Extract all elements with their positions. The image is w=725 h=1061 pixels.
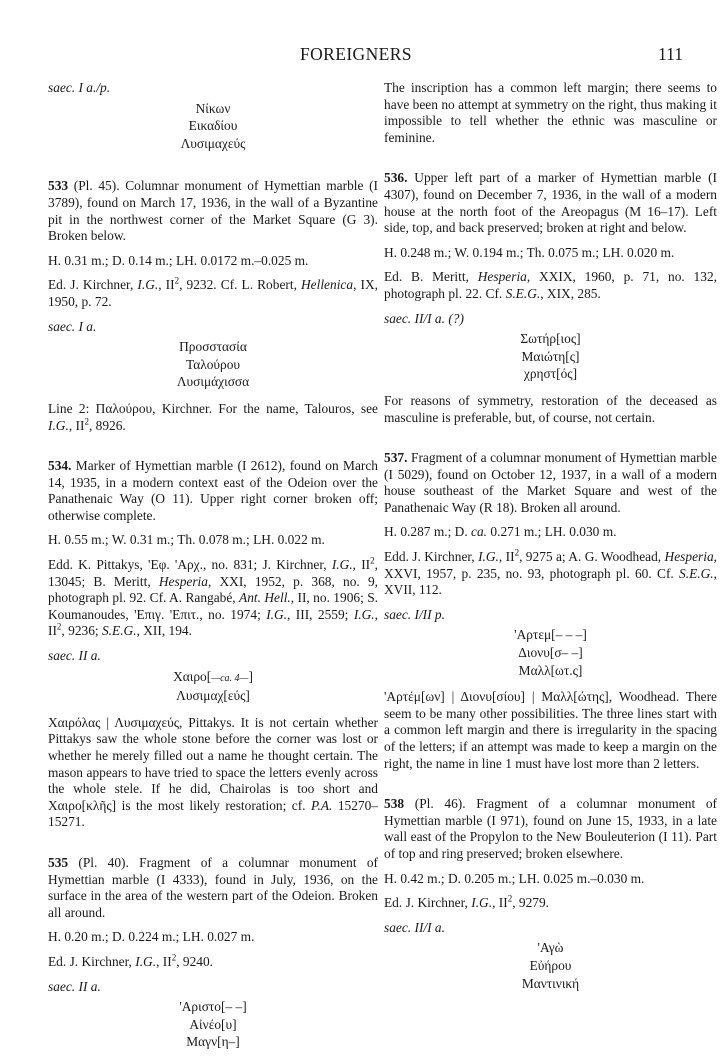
entry-534-dimensions: H. 0.55 m.; W. 0.31 m.; Th. 0.078 m.; LH. 0.022 m. [48,532,325,548]
inscription-line: Μαλλ[ωτ.ς] [518,662,583,678]
running-header [0,44,725,68]
entry-538-description: 538 (Pl. 46). Fragment of a columnar monument of Hymettian marble (I 971), found on June 15, 1933, in a late wall east of the Propylon to the New Bouleuterion (I 11). Part of top and ring preserved; broken elsewhere. [384,796,717,861]
inscription-line: Νίκων [195,100,231,116]
entry-533-editions: Ed. J. Kirchner, I.G., $II^2$, 9232. Cf. L. Robert, Hellenica, IX, 1950, p. 72. [48,275,378,309]
entry-534-commentary: Χαιρόλας | Λυσιμαχεύς, Pittakys. It is not certain whether Pittakys saw the whole stone before the corner was lost or whether he merely filled out a name he thought certain. The mason appears to have tried to space the letters evenly across the whole stele. If he did, Chairolas is too short and Χαιρο[κλῆς] is the most likely restoration; cf. P.A. 15270–15271. [48,714,378,830]
entry-538-editions: Ed. J. Kirchner, I.G., $II^2$, 9279. [384,893,550,911]
inscription-line: Εὐήρου [529,957,572,973]
entry-538-dimensions: H. 0.42 m.; D. 0.205 m.; LH. 0.025 m.–0.030 m. [384,870,645,886]
inscription-line: Ταλούρου [185,356,241,372]
inscription-line: Μαντινική [521,975,580,991]
entry-534-date: saec. II a. [48,648,101,664]
entry-533-description: 533 (Pl. 45). Columnar monument of Hymettian marble (I 3789), found on March 17, 1936, in the wall of a Byzantine pit in the northwest corner of the Market Square (G 3). Broken below. [48,178,378,244]
inscription-line: Διονυ[σ– –] [518,645,583,661]
entry-538-inscription [384,939,717,992]
entry-533-number: 533 [48,178,69,194]
entry-532-inscription [48,100,378,153]
entry-533-commentary: Line 2: Παλούρου, Kirchner. For the name, Talouros, see I.G., $II^2$, 8926. [48,400,378,433]
inscription-line: 'Αγὼ [537,940,564,956]
entry-533-date: saec. I a. [48,318,97,334]
entry-535-date: saec. II a. [48,978,101,994]
inscription-line: 'Αριστο[– –] [179,999,247,1015]
entry-536-inscription [384,330,717,383]
entry-537-inscription [384,626,717,679]
entry-535-description: 535 (Pl. 40). Fragment of a columnar monument of Hymettian marble (I 4333), found in July, 1936, on the surface in the area of the western part of the Odeion. Broken all around. [48,854,378,920]
entry-536-description: 536. Upper left part of a marker of Hymettian marble (I 4307), found on December 7, 1936, in the wall of a modern house at the north foot of the Areopagus (M 16–17). Left side, top, and back preserved; broken at right and below. [384,170,717,236]
entry-537-dimensions: H. 0.287 m.; D. ca. 0.271 m.; LH. 0.030 m. [384,524,617,540]
inscription-line: Μαγν[η–] [186,1034,240,1050]
entry-533-inscription [48,338,378,391]
entry-535-number: 535 [48,854,69,870]
inscription-line: Εικαδίου [188,118,238,134]
entry-536-number: 536. [384,170,408,186]
inscription-line: 'Αρτεμ[– – –] [514,627,587,643]
inscription-line: Χαιρο[—ca. 4—] [173,668,253,684]
entry-537-description: 537. Fragment of a columnar monument of Hymettian marble (I 5029), found on October 12, 1937, in a wall of a modern house southeast of the Market Square and west of the Panathenaic Way (R 18). Broken all around. [384,450,717,515]
page-number: 111 [658,44,683,64]
entry-537-number: 537. [384,450,408,466]
entry-533 [48,178,378,434]
entry-533-dimensions: H. 0.31 m.; D. 0.14 m.; LH. 0.0172 m.–0.025 m. [48,252,309,268]
entry-537-date: saec. I/II p. [384,606,445,622]
inscription-line: Σωτήρ[ιος] [520,331,581,347]
inscription-line: Λυσιμάχισσα [176,374,250,390]
entry-535-editions: Ed. J. Kirchner, I.G., $II^2$, 9240. [48,952,214,969]
entry-535-inscription [48,998,378,1051]
entry-536-dimensions: H. 0.248 m.; W. 0.194 m.; Th. 0.075 m.; LH. 0.020 m. [384,244,675,260]
entry-536 [384,170,717,426]
entry-537-editions: Edd. J. Kirchner, I.G., $II^2$, 9275 a; A. G. Woodhead, Hesperia, XXVI, 1957, p. 235, no. 93, photograph pl. 60. Cf. S.E.G., XVII, 112. [384,547,717,598]
inscription-line: Αἰνέο[υ] [189,1016,237,1032]
entry-534-inscription [48,668,378,705]
inscription-line: χρηστ[ός] [523,366,578,382]
right-column [384,80,717,1002]
running-title: FOREIGNERS [300,44,412,64]
entry-532-commentary: The inscription has a common left margin; there seems to have been no attempt at symmetry on the right, thus making it impossible to tell whether the ethnic was masculine or feminine. [384,80,717,145]
entry-532-date: saec. I a./p. [48,80,111,95]
entry-536-commentary: For reasons of symmetry, restoration of the deceased as masculine is preferable, but, of course, not certain. [384,392,717,425]
inscription-line: Λυσιμαχεύς [180,135,246,151]
entry-534-number: 534. [48,458,72,474]
inscription-line: Λυσιμαχ[εύς] [176,688,250,704]
entry-534 [48,458,378,831]
left-column [48,80,378,1061]
entry-535 [48,855,378,1051]
entry-536-date: saec. II/I a. (?) [384,310,464,326]
entry-535-dimensions: H. 0.20 m.; D. 0.224 m.; LH. 0.027 m. [48,929,255,945]
entry-537-commentary: 'Αρτέμ[ων] | Διονυ[σίου] | Μαλλ[ώτης], Woodhead. There seem to be many other possibilities. The three lines start with a common left margin and there is irregularity in the spacing of the letters; if an attempt was made to keep a margin on the right, the name in line 1 must have lost more than 2 letters. [384,689,717,771]
entry-534-editions: Edd. K. Pittakys, 'Εφ. 'Αρχ., no. 831; J. Kirchner, I.G., $II^2$, 13045; B. Meritt, Hesperia, XXI, 1952, p. 368, no. 9, photograph pl. 92. Cf. A. Rangabé, Ant. Hell., II, no. 1906; S. Koumanoudes, 'Επιγ. 'Επιτ., no. 1974; I.G., III, 2559; I.G., $II^2$, 9236; S.E.G., XII, 194. [48,555,378,639]
inscription-line: Προσστασία [179,339,247,355]
entry-538-number: 538 [384,796,405,812]
entry-538 [384,796,717,992]
entry-538-date: saec. II/I a. [384,919,445,935]
entry-532-tail [48,80,378,152]
inscription-line: Μαιώτη[ς] [521,348,580,364]
entry-536-editions: Ed. B. Meritt, Hesperia, XXIX, 1960, p. 71, no. 132, photograph pl. 22. Cf. S.E.G., XIX, 285. [384,269,717,301]
entry-537 [384,450,717,772]
entry-534-description: 534. Marker of Hymettian marble (I 2612), found on March 14, 1935, in a modern context east of the Odeion over the Panathenaic Way (O 11). Upper right corner broken off; otherwise complete. [48,458,378,523]
